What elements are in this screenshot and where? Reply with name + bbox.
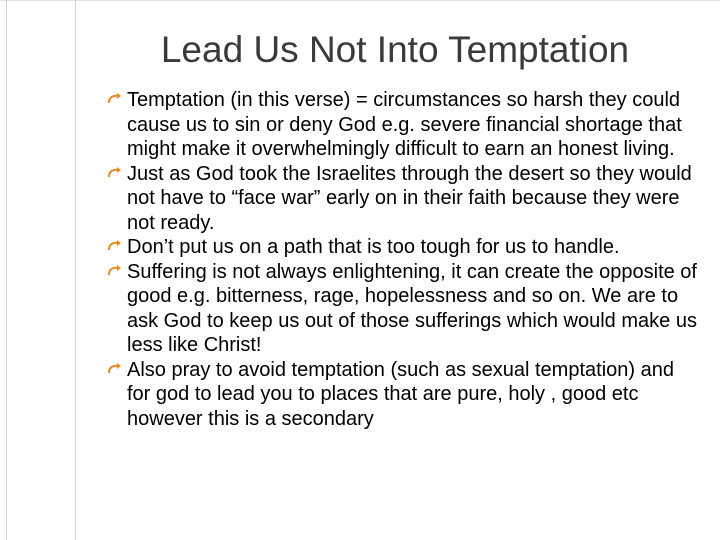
slide-title: Lead Us Not Into Temptation: [160, 29, 630, 70]
bullet-item: [107, 88, 702, 162]
curved-arrow-icon: [107, 263, 123, 279]
curved-arrow-icon: [107, 91, 123, 107]
bullet-item: [107, 260, 702, 358]
bullet-text: Just as God took the Israelites through the desert so they would not have to “face war” early on in their faith because they were not ready.: [127, 162, 692, 234]
bullet-text: Also pray to avoid temptation (such as sexual temptation) and for god to lead you to places that are pure, holy , good etc however this is a secondary: [127, 358, 674, 430]
curved-arrow-icon: [107, 165, 123, 181]
curved-arrow-icon: [107, 238, 123, 254]
bullet-text: Suffering is not always enlightening, it can create the opposite of good e.g. bitterness, rage, hopelessness and so on. We are to ask God to keep us out of those sufferings which would make us less like Christ!: [127, 260, 697, 356]
bullet-text: Temptation (in this verse) = circumstances so harsh they could cause us to sin or deny God e.g. severe financial shortage that might make it overwhelmingly difficult to earn an honest living.: [127, 89, 682, 160]
bullet-list: [107, 88, 702, 431]
bullet-item: [107, 235, 702, 260]
bullet-item: [107, 358, 702, 432]
bullet-text: Don’t put us on a path that is too tough for us to handle.: [127, 236, 620, 258]
curved-arrow-icon: [107, 361, 123, 377]
frame-top-line: [0, 0, 720, 1]
decorative-frame: [6, 0, 76, 540]
bullet-item: [107, 162, 702, 236]
